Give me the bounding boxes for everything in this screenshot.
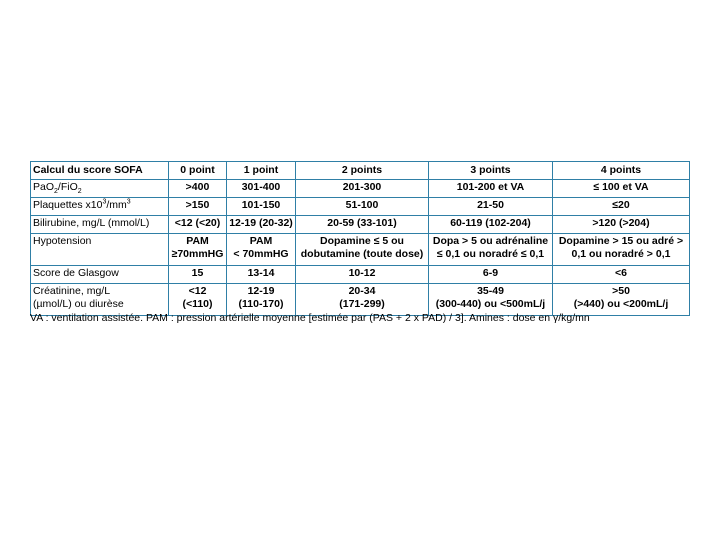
cell-line: (171-299) [339, 298, 385, 310]
table-cell: 13-14 [227, 266, 296, 284]
table-cell: ≤ 100 et VA [553, 180, 690, 198]
cell-line: <12 [188, 285, 207, 297]
table-cell [296, 284, 429, 316]
row-label-bilirubine: Bilirubine, mg/L (mmol/L) [31, 216, 169, 234]
table-cell [429, 234, 553, 266]
table-cell [553, 234, 690, 266]
table-cell [169, 234, 227, 266]
table-cell [296, 234, 429, 266]
header-cell-title: Calcul du score SOFA [31, 162, 169, 180]
label-text: PaO [33, 181, 55, 193]
label-subscript: 2 [54, 188, 58, 196]
table-cell [227, 284, 296, 316]
cell-line: 12-19 [247, 285, 275, 297]
cell-line: ≥70mmHG [171, 248, 224, 260]
table-cell [553, 284, 690, 316]
row-label-creatinine [31, 284, 169, 316]
header-cell-4-points: 4 points [553, 162, 690, 180]
label-text: (µmol/L) ou diurèse [33, 298, 124, 310]
label-text: Plaquettes x10 [33, 199, 103, 211]
cell-line: dobutamine (toute dose) [300, 248, 424, 260]
label-text: Hypotension [33, 235, 92, 247]
cell-line: 20-34 [348, 285, 376, 297]
table-cell: 6-9 [429, 266, 553, 284]
table-cell: >400 [169, 180, 227, 198]
table-cell: >120 (>204) [553, 216, 690, 234]
table-cell: <12 (<20) [169, 216, 227, 234]
table-cell [429, 284, 553, 316]
cell-line: PAM [186, 235, 209, 247]
row-label-hypotension [31, 234, 169, 266]
cell-line: Dopamine > 15 ou adré > [558, 235, 684, 247]
cell-line: < 70mmHG [233, 248, 289, 260]
table-cell: <6 [553, 266, 690, 284]
label-subscript: 2 [77, 188, 82, 196]
footnote: VA : ventilation assistée. PAM : pression artérielle moyenne [estimée par (PAS + 2 x PAD) / 3]. Amines : dose en γ/kg/mn [30, 312, 590, 324]
cell-line: PAM [249, 235, 273, 247]
cell-line: (110-170) [238, 298, 284, 310]
label-text: /FiO [57, 181, 78, 193]
table-cell [169, 284, 227, 316]
label-text: /mm [106, 199, 127, 211]
table-cell: 301-400 [227, 180, 296, 198]
table-cell: 51-100 [296, 198, 429, 216]
table-cell: >150 [169, 198, 227, 216]
row-label-plaquettes [31, 198, 169, 216]
label-superscript: 3 [102, 198, 107, 206]
table-cell: 12-19 (20-32) [227, 216, 296, 234]
table-row-bilirubine [31, 216, 690, 234]
cell-line: Dopamine ≤ 5 ou [320, 235, 404, 247]
sofa-score-table [30, 161, 690, 316]
cell-line: Dopa > 5 ou adrénaline [432, 235, 549, 247]
table-cell: 60-119 (102-204) [429, 216, 553, 234]
header-cell-3-points: 3 points [429, 162, 553, 180]
cell-line: (<110) [182, 298, 213, 310]
table-cell: 201-300 [296, 180, 429, 198]
cell-line: 0,1 ou noradré > 0,1 [571, 248, 671, 260]
table-cell: ≤20 [553, 198, 690, 216]
header-cell-1-point: 1 point [227, 162, 296, 180]
row-label-glasgow: Score de Glasgow [31, 266, 169, 284]
label-text: Créatinine, mg/L [33, 285, 111, 297]
table-cell: 15 [169, 266, 227, 284]
table-cell: 21-50 [429, 198, 553, 216]
table-row-creatinine [31, 284, 690, 316]
header-cell-0-point: 0 point [169, 162, 227, 180]
table-row-hypotension [31, 234, 690, 266]
table-cell: 101-200 et VA [429, 180, 553, 198]
cell-line: (>440) ou <200mL/j [573, 298, 669, 310]
header-cell-2-points: 2 points [296, 162, 429, 180]
cell-line: ≤ 0,1 ou noradré ≤ 0,1 [436, 248, 545, 260]
table-cell [227, 234, 296, 266]
cell-line: 35-49 [477, 285, 504, 297]
table-row-glasgow [31, 266, 690, 284]
table-row-pao2-fio2 [31, 180, 690, 198]
cell-line: (300-440) ou <500mL/j [435, 298, 546, 310]
cell-line: >50 [612, 285, 630, 297]
row-label-pao2-fio2 [31, 180, 169, 198]
table-cell: 10-12 [296, 266, 429, 284]
table-header-row [31, 162, 690, 180]
table-cell: 101-150 [227, 198, 296, 216]
table-row-plaquettes [31, 198, 690, 216]
table-cell: 20-59 (33-101) [296, 216, 429, 234]
label-superscript: 3 [126, 198, 131, 206]
